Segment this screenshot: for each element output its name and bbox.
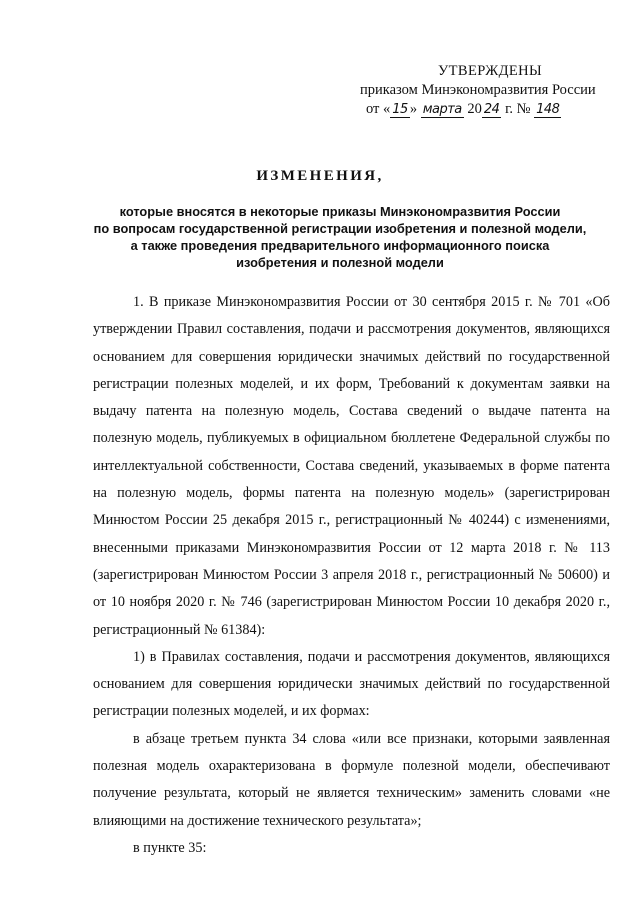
order-number-prefix: г. № (505, 101, 531, 117)
order-date-number (360, 100, 620, 119)
document-subtitle (60, 203, 620, 271)
order-from-prefix: от « (366, 101, 391, 117)
paragraph-2: 1) в Правилах составления, подачи и рассмотрения документов, являющихся основанием для совершения юридически значимых действий по государственной регистрации полезных моделей, и их формах: (93, 648, 610, 720)
subtitle-line: изобретения и полезной модели (236, 255, 444, 270)
approved-by-order: приказом Минэкономразвития России (360, 82, 596, 98)
order-number-handwritten: 148 (536, 102, 560, 117)
approved-heading: УТВЕРЖДЕНЫ (438, 63, 543, 79)
document-title: ИЗМЕНЕНИЯ, (256, 168, 384, 184)
paragraph-4: в пункте 35: (133, 839, 207, 856)
paragraph-1: 1. В приказе Минэкономразвития России от 30 сентября 2015 г. № 701 «Об утверждении Правил составления, подачи и рассмотрения документов, являющихся основанием для совершения юридически значимых действий по государственной регистрации полезных моделей, и их форм, Требований к документам заявки на выдачу патента на полезную модель, Состава сведений о выдаче патента на полезную модель, публикуемых в официальном бюллетене Федеральной службы по интеллектуальной собственности, Состава сведений, указываемых в форме патента на полезную модель, формы патента на полезную модель» (зарегистрирован Минюстом России 25 декабря 2015 г., регистрационный № 40244) с изменениями, внесенными приказами Минэкономразвития России от 12 марта 2018 г. № 113 (зарегистрирован Минюстом России 3 апреля 2018 г., регистрационный № 50600) и от 10 ноября 2020 г. № 746 (зарегистрирован Минюстом России 10 декабря 2020 г., регистрационный № 61384): (93, 294, 610, 638)
order-quote-close: » (409, 101, 418, 117)
order-month-handwritten: марта (422, 102, 462, 117)
order-year-handwritten: 24 (483, 102, 500, 117)
order-day-handwritten: 15 (392, 102, 408, 117)
order-year-prefix: 20 (467, 101, 482, 117)
subtitle-line: по вопросам государственной регистрации изобретения и полезной модели, (93, 221, 587, 236)
paragraph-3: в абзаце третьем пункта 34 слова «или все признаки, которыми заявленная полезная модель охарактеризована в формуле полезной модели, обеспечивают получение результата, который не является техническим» заменить словами «не влияющими на достижение технического результата»; (93, 730, 610, 829)
subtitle-line: которые вносятся в некоторые приказы Минэкономразвития России (119, 204, 561, 219)
subtitle-line: а также проведения предварительного информационного поиска (130, 238, 550, 253)
approval-block (360, 62, 620, 119)
document-body (93, 289, 610, 862)
